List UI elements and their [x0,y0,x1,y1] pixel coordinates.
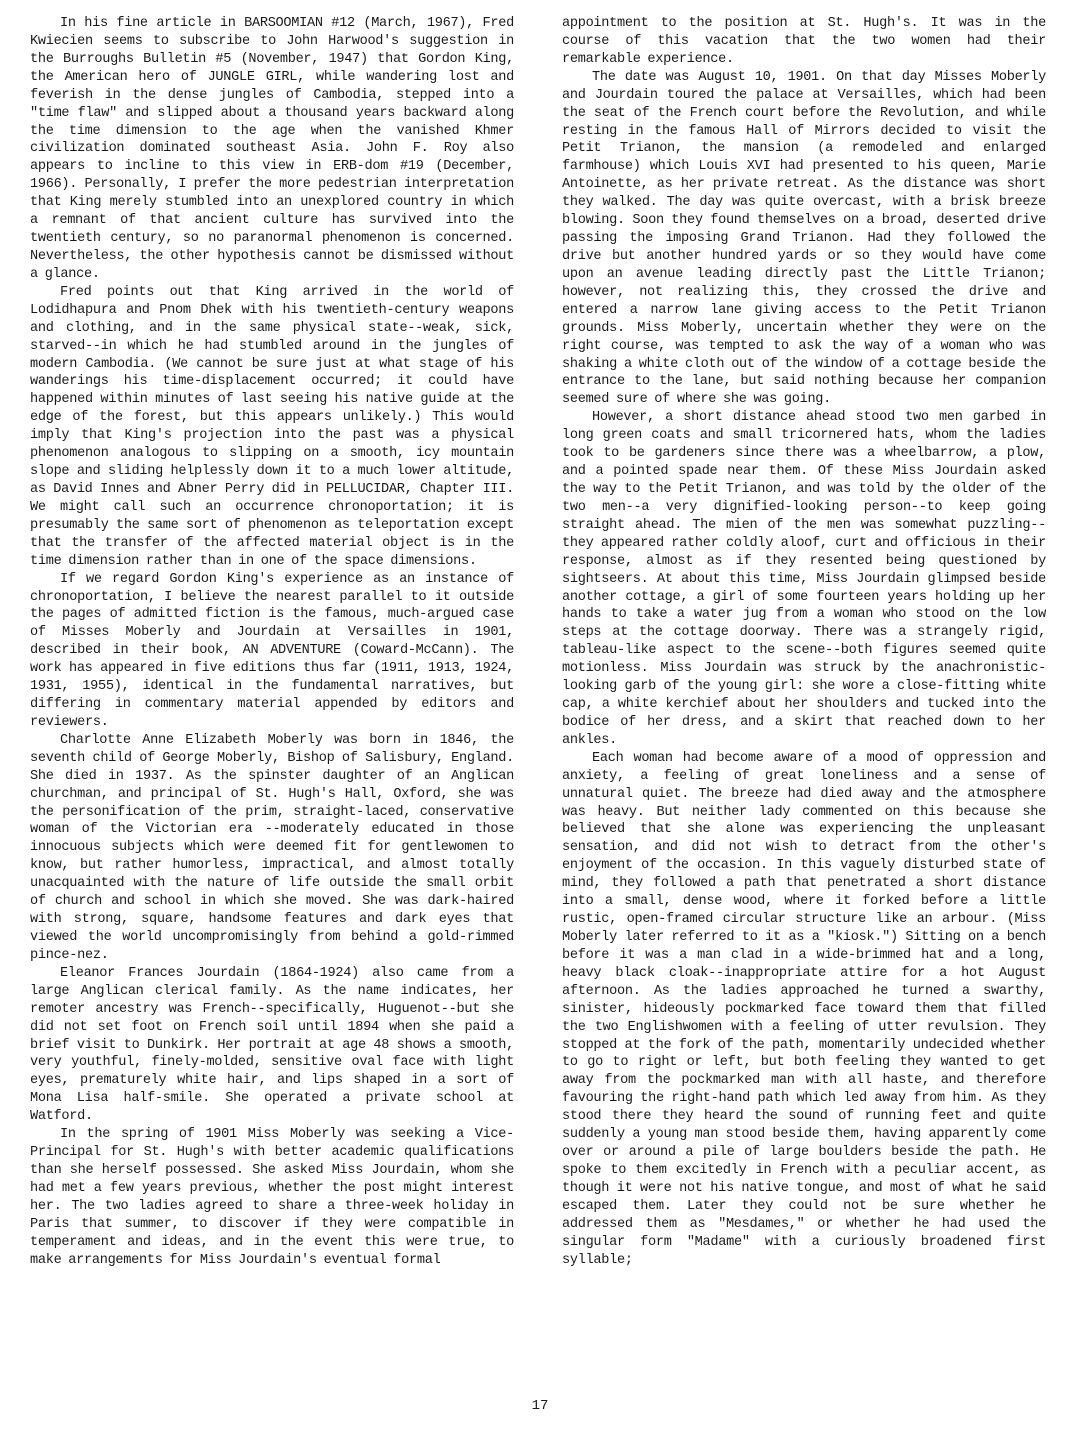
left-column [30,15,514,1270]
paragraph: Fred points out that King arrived in the world of Lodidhapura and Pnom Dhek with his twentieth-century weapons and clothing, and in the same physical state--weak, sick, starved--in which he had stumbled around in the jungles of modern Cambodia. (We cannot be sure just at what stage of his wanderings his time-displacement occurred; it could have happened within minutes of last seeing his native guide at the edge of the forest, but this appears unlikely.) This would imply that King's projection into the past was a physical phenomenon analogous to slipping on a smooth, icy mountain slope and sliding helplessly down it to a much lower altitude, as David Innes and Abner Perry did in PELLUCIDAR, Chapter III. We might call such an occurrence chronoportation; it is presumably the same sort of phenomenon as teleportation except that the transfer of the affected material object is in the time dimension rather than in one of the space dimensions. [30,284,514,569]
paragraph: However, a short distance ahead stood two men garbed in long green coats and small tricornered hats, whom the ladies took to be gardeners since there was a wheelbarrow, a plow, and a pointed spade near them. Of these Miss Jourdain asked the way to the Petit Trianon, and was told by the older of the two men--a very dignified-looking person--to keep going straight ahead. The mien of the men was somewhat puzzling--they appeared rather coldly aloof, curt and officious in their response, almost as if they resented being questioned by sightseers. At about this time, Miss Jourdain glimpsed beside another cottage, a girl of some fourteen years holding up her hands to take a water jug from a woman who stood on the low steps at the cottage doorway. There was a strangely rigid, tableau-like aspect to the scene--both figures seemed quite motionless. Miss Jourdain was struck by the anachronistic-looking garb of the young girl: she wore a close-fitting white cap, a white kerchief about her shoulders and tucked into the bodice of her dress, and a skirt that reached down to her ankles. [562,410,1046,748]
page-number: 17 [531,1398,549,1414]
paragraph: Each woman had become aware of a mood of oppression and anxiety, a feeling of great loneliness and a sense of unnatural quiet. The breeze had died away and the atmosphere was heavy. But neither lady commented on this because she believed that she alone was experiencing the unpleasant sensation, and did not wish to detract from the other's enjoyment of the occasion. In this vaguely disturbed state of mind, they followed a path that penetrated a short distance into a small, dense wood, where it forked before a little rustic, open-framed circular structure like an arbour. (Miss Moberly later referred to it as a "kiosk.") Sitting on a bench before it was a man clad in a wide-brimmed hat and a long, heavy black cloak--inappropriate attire for a hot August afternoon. As the ladies approached he turned a swarthy, sinister, hideously pockmarked face toward them that filled the two Englishwomen with a feeling of utter revulsion. They stopped at the fork of the path, momentarily undecided whether to go to right or left, but both feeling they wanted to get away from the pockmarked man with all haste, and therefore favouring the right-hand path which led away from him. As they stood there they heard the sound of running feet and quite suddenly a young man stood beside them, having apparently come over or around a pile of large boulders beside the path. He spoke to them excitedly in French with a peculiar accent, as though it were not his native tongue, and most of what he said escaped them. Later they could not be sure whether he addressed them as "Mesdames," or whether he had used the singular form "Madame" with a curiously broadened first syllable; [562,750,1046,1268]
paragraph-continuation: appointment to the position at St. Hugh's. It was in the course of this vacation that the two women had their remarkable experience. [562,16,1046,67]
right-column [562,15,1046,1270]
paragraph: In the spring of 1901 Miss Moberly was seeking a Vice-Principal for St. Hugh's with better academic qualifications than she herself possessed. She asked Miss Jourdain, whom she had met a few years previous, whether the post might interest her. The two ladies agreed to share a three-week holiday in Paris that summer, to discover if they were compatible in temperament and ideas, and in the event this were true, to make arrangements for Miss Jourdain's eventual formal [30,1127,514,1268]
paragraph: Charlotte Anne Elizabeth Moberly was born in 1846, the seventh child of George Moberly, Bishop of Salisbury, England. She died in 1937. As the spinster daughter of an Anglican churchman, and principal of St. Hugh's Hall, Oxford, she was the personification of the prim, straight-laced, conservative woman of the Victorian era --moderately educated in those innocuous subjects which were deemed fit for gentlewomen to know, but rather humorless, impractical, and almost totally unacquainted with the nature of life outside the small orbit of church and school in which she moved. She was dark-haired with strong, square, handsome features and dark eyes that viewed the world uncompromisingly from behind a gold-rimmed pince-nez. [30,732,514,963]
paragraph: If we regard Gordon King's experience as an instance of chronoportation, I believe the nearest parallel to it outside the pages of admitted fiction is the famous, much-argued case of Misses Moberly and Jourdain at Versailles in 1901, described in their book, AN ADVENTURE (Coward-McCann). The work has appeared in five editions thus far (1911, 1913, 1924, 1931, 1955), identical in the fundamental narratives, but differing in commentary material appended by editors and reviewers. [30,571,514,730]
paragraph: In his fine article in BARSOOMIAN #12 (March, 1967), Fred Kwiecien seems to subscribe to John Harwood's suggestion in the Burroughs Bulletin #5 (November, 1947) that Gordon King, the American hero of JUNGLE GIRL, while wandering lost and feverish in the dense jungles of Cambodia, stepped into a "time flaw" and slipped about a thousand years backward along the time dimension to the age when the vanished Khmer civilization dominated southeast Asia. John F. Roy also appears to incline to this view in ERB-dom #19 (December, 1966). Personally, I prefer the more pedestrian interpretation that King merely stumbled into an unexplored country in which a remnant of that ancient culture has survived into the twentieth century, so no paranormal phenomenon is concerned. Nevertheless, the other hypothesis cannot be dismissed without a glance. [30,16,514,282]
paragraph: The date was August 10, 1901. On that day Misses Moberly and Jourdain toured the palace at Versailles, which had been the seat of the French court before the Revolution, and while resting in the famous Hall of Mirrors decided to visit the Petit Trianon, the mansion (a remodeled and enlarged farmhouse) which Louis XVI had presented to his queen, Marie Antoinette, as her private retreat. As the distance was short they walked. The day was quite overcast, with a brisk breeze blowing. Soon they found themselves on a broad, deserted drive passing the imposing Grand Trianon. Had they followed the drive but another hundred yards or so they would have come upon an avenue leading directly past the Little Trianon; however, not realizing this, they crossed the drive and entered a narrow lane giving access to the Petit Trianon grounds. Miss Moberly, uncertain whether they were on the right course, was tempted to ask the way of a woman who was shaking a white cloth out of the window of a cottage beside the entrance to the lane, but said nothing because her companion seemed sure of where she was going. [562,69,1046,408]
paragraph: Eleanor Frances Jourdain (1864-1924) also came from a large Anglican clerical family. As the name indicates, her remoter ancestry was French--specifically, Huguenot--but she did not set foot on French soil until 1894 when she paid a brief visit to Dunkirk. Her portrait at age 48 shows a smooth, very youthful, finely-molded, sensitive oval face with light eyes, prematurely white hair, and lips shaped in a sort of Mona Lisa half-smile. She operated a private school at Watford. [30,965,514,1125]
